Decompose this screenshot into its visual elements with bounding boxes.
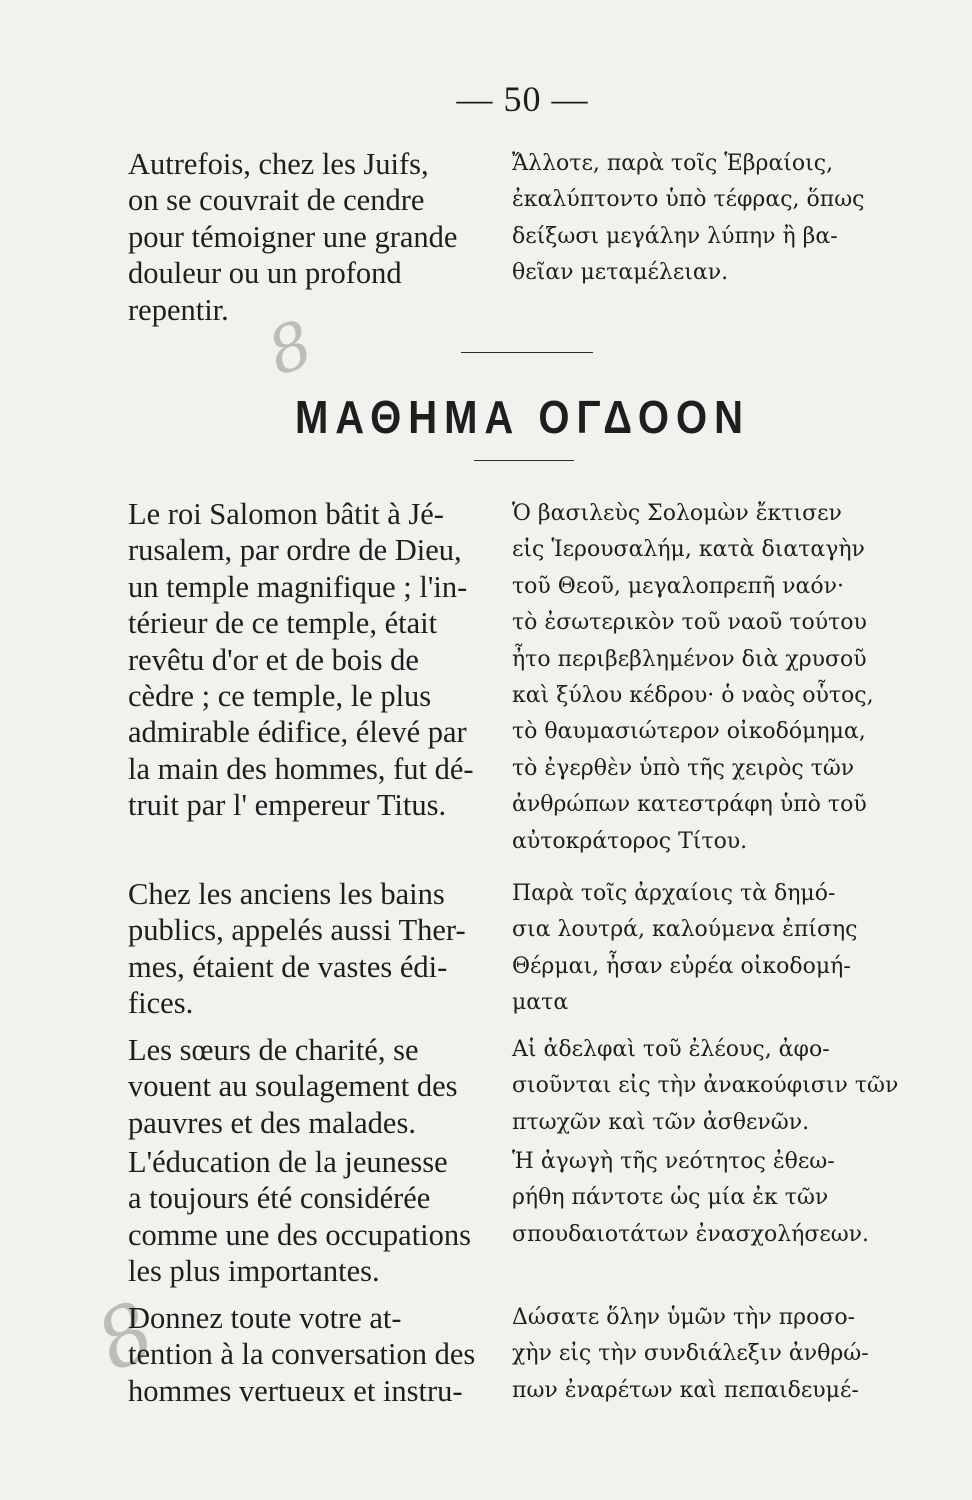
french-paragraph-temple: Le roi Salomon bâtit à Jé- rusalem, par ordre de Dieu, un temple magnifique ; l'in- térieur de ce temple, était revêtu d'or et de bois de cèdre ; ce temple, le plus admirable édifice, élevé par la main des hommes, fut dé- truit par l' empereur Titus. xyxy=(128,497,474,823)
pencil-mark: 8 xyxy=(82,1283,169,1390)
greek-paragraph-education: Ἡ ἀγωγὴ τῆς νεότητος ἐθεω- ρήθη πάντοτε ὡς μία ἐκ τῶν σπουδαιοτάτων ἐνασχολήσεων. xyxy=(512,1149,870,1247)
greek-paragraph-temple: Ὁ βασιλεὺς Σολομὼν ἔκτισεν εἰς Ἱερουσαλήμ, κατὰ διαταγὴν τοῦ Θεοῦ, μεγαλοπρεπῆ ναόν· τὸ ἐσωτερικὸν τοῦ ναοῦ τούτου ἦτο περιβεβλημένον διὰ χρυσοῦ καὶ ξύλου κέδρου· ὁ ναὸς οὗτος, τὸ θαυμασιώτερον οἰκοδόμημα, τὸ ἐγερθὲν ὑπὸ τῆς χειρὸς τῶν ἀνθρώπων κατεστράφη ὑπὸ τοῦ αὐτοκράτορος Τίτου. xyxy=(512,501,874,854)
pencil-mark: 8 xyxy=(258,307,323,391)
greek-paragraph-intro: Ἄλλοτε, παρὰ τοῖς Ἑβραίοις, ἐκαλύπτοντο ὑπὸ τέφρας, ὅπως δείξωσι μεγάλην λύπην ἢ βα- θεῖαν μεταμέλειαν. xyxy=(512,151,865,286)
divider-top xyxy=(461,352,593,353)
page-number: — 50 — xyxy=(456,79,589,119)
lesson-heading: ΜΑΘΗΜΑ ΟΓΔΟΟΝ xyxy=(294,392,751,444)
french-paragraph-sisters: Les sœurs de charité, se vouent au soulagement des pauvres et des malades. xyxy=(128,1033,458,1140)
french-paragraph-baths: Chez les anciens les bains publics, appelés aussi Ther- mes, étaient de vastes édi- fices. xyxy=(128,877,466,1021)
french-paragraph-education: L'éducation de la jeunesse a toujours été considérée comme une des occupations les plus importantes. xyxy=(128,1145,472,1289)
greek-paragraph-baths: Παρὰ τοῖς ἀρχαίοις τὰ δημό- σια λουτρά, καλούμενα ἐπίσης Θέρμαι, ἦσαν εὐρέα οἰκοδομή- ματα xyxy=(512,881,858,1016)
french-paragraph-intro: Autrefois, chez les Juifs, on se couvrait de cendre pour témoigner une grande douleur ou un profond repentir. xyxy=(128,147,458,327)
french-paragraph-attention: Donnez toute votre at- tention à la conversation des hommes vertueux et instru- xyxy=(128,1301,476,1408)
divider-bottom xyxy=(474,460,574,461)
greek-paragraph-attention: Δώσατε ὅλην ὑμῶν τὴν προσο- χὴν εἰς τὴν συνδιάλεξιν ἀνθρώ- πων ἐναρέτων καὶ πεπαιδευμέ- xyxy=(512,1305,869,1403)
greek-paragraph-sisters: Αἱ ἀδελφαὶ τοῦ ἐλέους, ἀφο- σιοῦνται εἰς τὴν ἀνακούφισιν τῶν πτωχῶν καὶ τῶν ἀσθενῶν. xyxy=(512,1037,899,1135)
